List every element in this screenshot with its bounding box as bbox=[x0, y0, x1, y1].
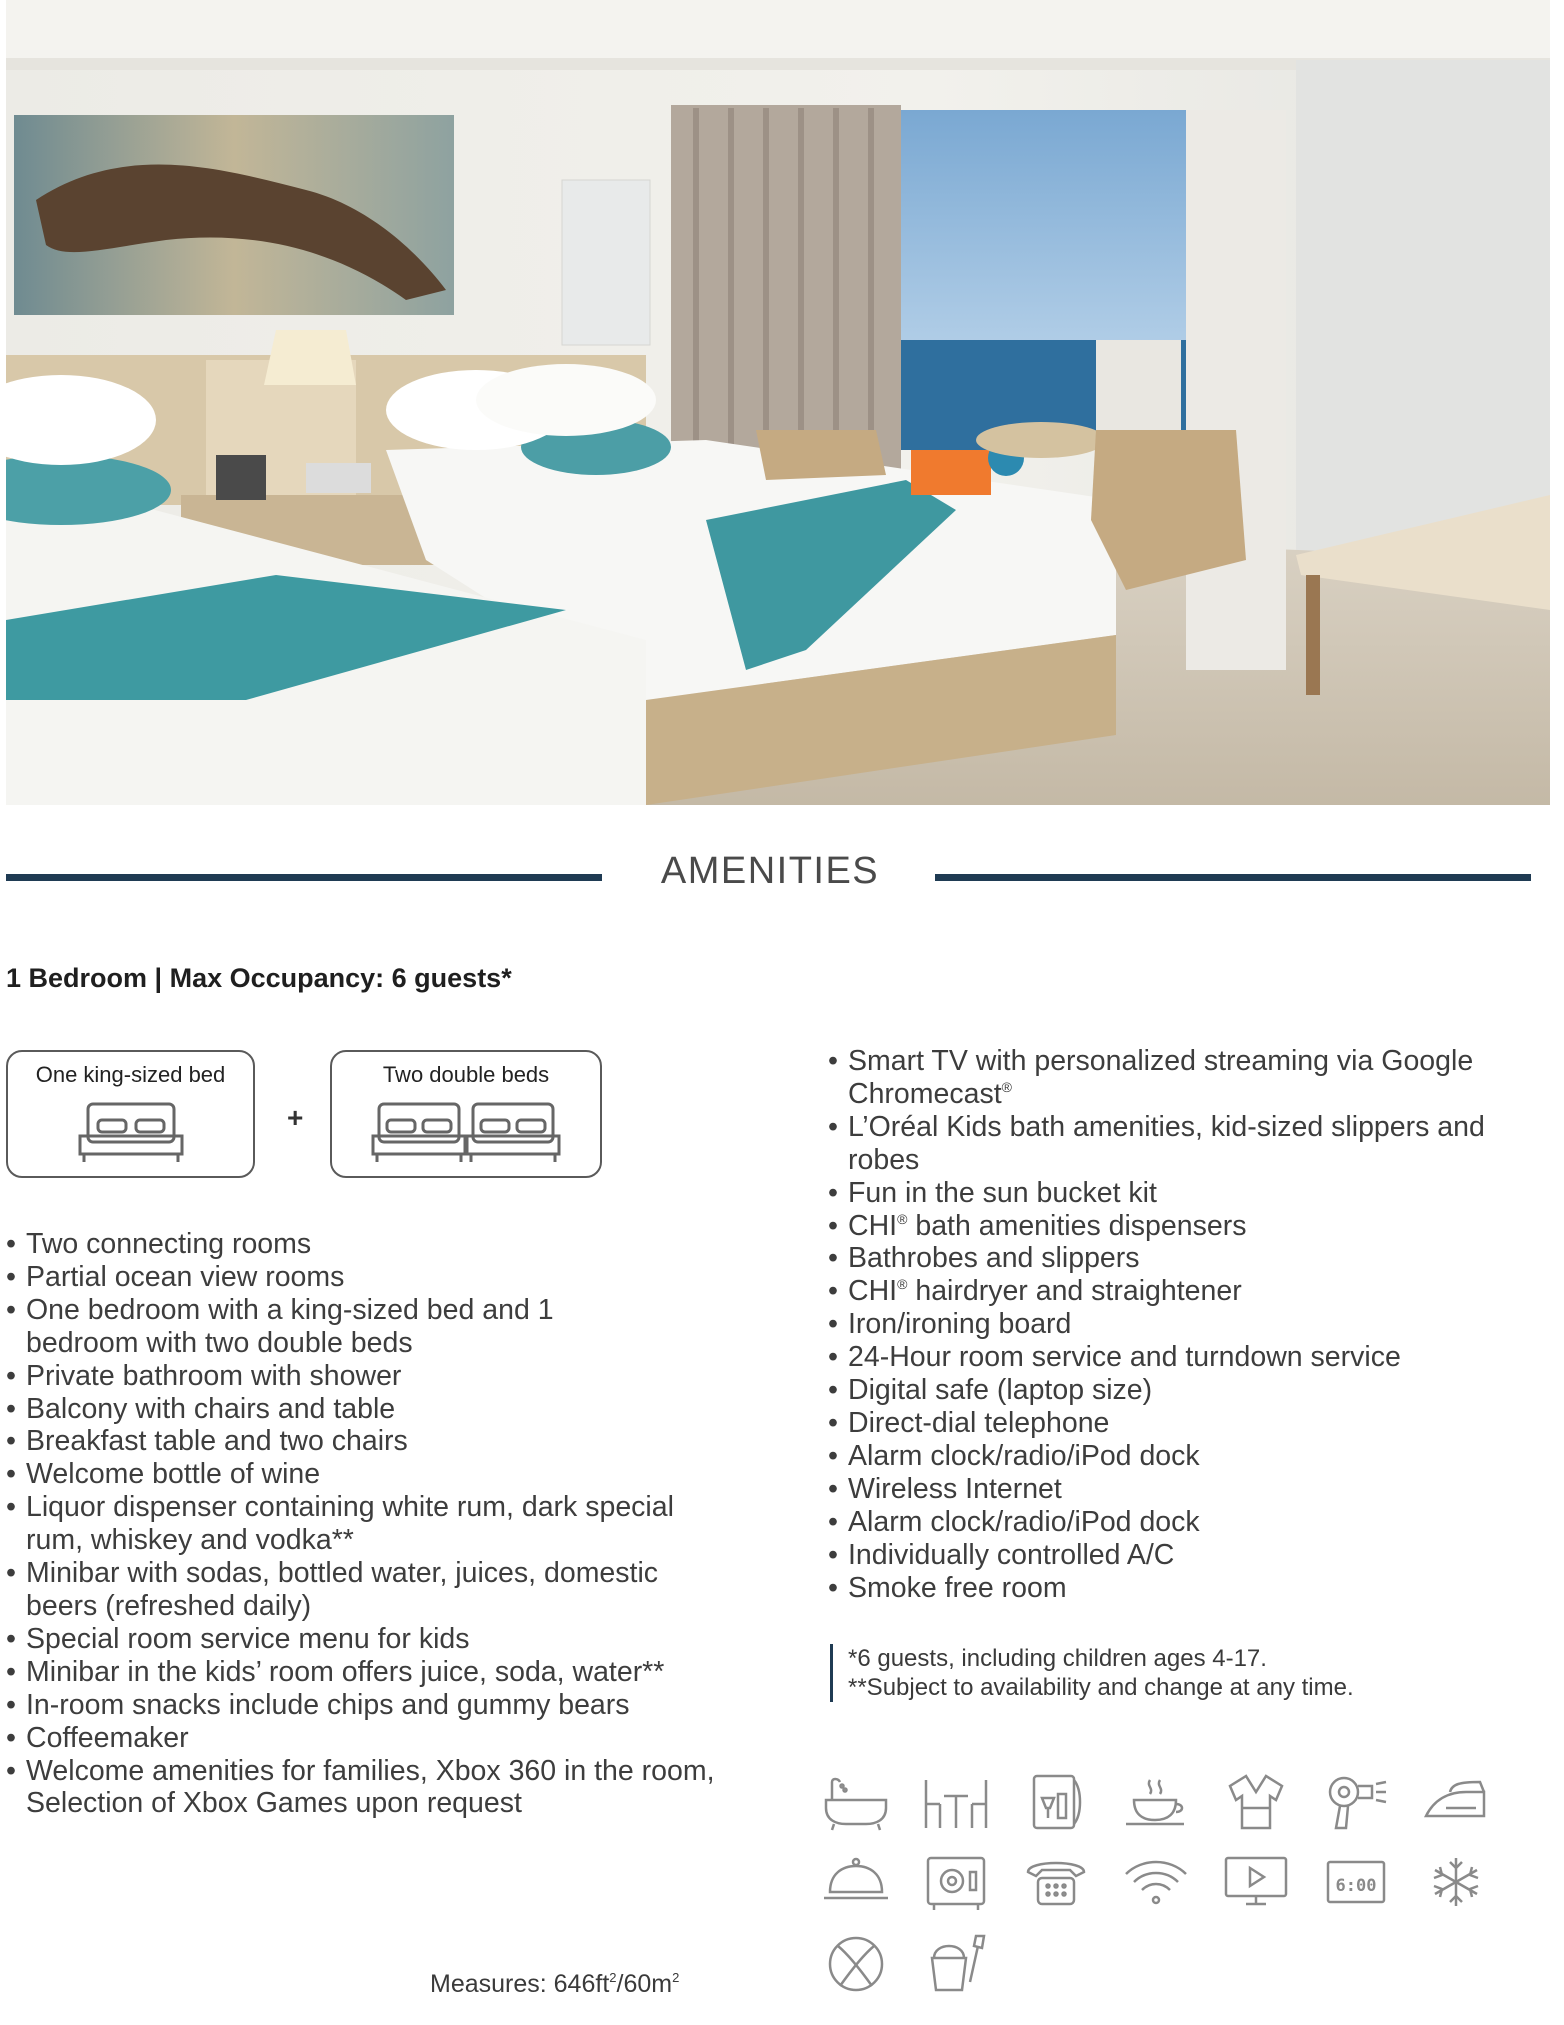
amenities-list-left bbox=[4, 1228, 744, 1820]
king-bed-icon bbox=[76, 1096, 186, 1166]
title-rule-left bbox=[6, 874, 602, 881]
safe-icon bbox=[920, 1850, 992, 1914]
room-service-icon bbox=[820, 1850, 892, 1914]
list-item: • Alarm clock/radio/iPod dock bbox=[826, 1440, 1546, 1473]
plus-sign: + bbox=[287, 1102, 304, 1133]
list-item: • Private bathroom with shower bbox=[4, 1360, 744, 1393]
footnote: *6 guests, including children ages 4-17. bbox=[848, 1645, 1267, 1672]
list-item: • One bedroom with a king-sized bed and 1 bedroom with two double beds bbox=[4, 1294, 666, 1360]
footnotes bbox=[830, 1644, 1354, 1702]
snowflake-icon bbox=[1420, 1850, 1492, 1914]
bathrobe-icon bbox=[1220, 1770, 1292, 1834]
list-item: • CHI® hairdryer and straightener bbox=[826, 1275, 1546, 1308]
smart-tv-icon bbox=[1220, 1850, 1292, 1914]
list-item: • Welcome amenities for families, Xbox 360 in the room, Selection of Xbox Games upon request bbox=[4, 1755, 736, 1821]
iron-icon bbox=[1420, 1770, 1492, 1834]
list-item: • Special room service menu for kids bbox=[4, 1623, 744, 1656]
wifi-icon bbox=[1120, 1850, 1192, 1914]
list-item: • Two connecting rooms bbox=[4, 1228, 744, 1261]
list-item: • Fun in the sun bucket kit bbox=[826, 1177, 1546, 1210]
alarm-clock-icon bbox=[1320, 1850, 1392, 1914]
list-item: • In-room snacks include chips and gummy bears bbox=[4, 1689, 744, 1722]
list-item: • Iron/ironing board bbox=[826, 1308, 1546, 1341]
list-item: • Direct-dial telephone bbox=[826, 1407, 1546, 1440]
list-item: • Individually controlled A/C bbox=[826, 1539, 1546, 1572]
double-beds-label: Two double beds bbox=[382, 1062, 550, 1087]
list-item: • Partial ocean view rooms bbox=[4, 1261, 744, 1294]
room-measures: Measures: $646ft^2/60m^2$ bbox=[430, 1970, 680, 1998]
breakfast-table-icon bbox=[920, 1770, 992, 1834]
amenities-list-right bbox=[826, 1045, 1546, 1604]
list-item: • Coffeemaker bbox=[4, 1722, 744, 1755]
list-item: • Digital safe (laptop size) bbox=[826, 1374, 1546, 1407]
title-rule-right bbox=[935, 874, 1531, 881]
section-title: AMENITIES bbox=[660, 850, 880, 892]
hotel-room-photo bbox=[6, 0, 1550, 805]
list-item: • Smoke free room bbox=[826, 1572, 1546, 1605]
list-item: • Smart TV with personalized streaming via Google Chromecast® bbox=[826, 1045, 1488, 1111]
double-beds-icon bbox=[371, 1096, 561, 1166]
xbox-icon bbox=[820, 1932, 892, 1996]
list-item: • Minibar with sodas, bottled water, juices, domestic beers (refreshed daily) bbox=[4, 1557, 666, 1623]
list-item: • Bathrobes and slippers bbox=[826, 1242, 1546, 1275]
list-item: • Minibar in the kids’ room offers juice, soda, water** bbox=[4, 1656, 686, 1689]
telephone-icon bbox=[1020, 1850, 1092, 1914]
king-bed-box bbox=[6, 1050, 255, 1178]
hairdryer-icon bbox=[1320, 1770, 1392, 1834]
svg-text:6:00: 6:00 bbox=[1335, 1876, 1377, 1896]
list-item: • CHI® bath amenities dispensers bbox=[826, 1210, 1546, 1243]
footnote: **Subject to availability and change at any time. bbox=[848, 1674, 1354, 1701]
list-item: • Balcony with chairs and table bbox=[4, 1393, 744, 1426]
list-item: • Alarm clock/radio/iPod dock bbox=[826, 1506, 1546, 1539]
coffee-cup-icon bbox=[1120, 1770, 1192, 1834]
minibar-icon bbox=[1020, 1770, 1092, 1834]
bathtub-icon bbox=[820, 1770, 892, 1834]
list-item: • Liquor dispenser containing white rum, dark special rum, whiskey and vodka** bbox=[4, 1491, 706, 1557]
list-item: • 24-Hour room service and turndown service bbox=[826, 1341, 1546, 1374]
king-bed-label: One king-sized bed bbox=[35, 1062, 226, 1087]
list-item: • Wireless Internet bbox=[826, 1473, 1546, 1506]
bucket-kit-icon bbox=[920, 1932, 992, 1996]
list-item: • L’Oréal Kids bath amenities, kid-sized slippers and robes bbox=[826, 1111, 1548, 1177]
list-item: • Breakfast table and two chairs bbox=[4, 1425, 744, 1458]
room-subtitle: 1 Bedroom | Max Occupancy: 6 guests* bbox=[6, 963, 512, 993]
list-item: • Welcome bottle of wine bbox=[4, 1458, 744, 1491]
double-beds-box bbox=[330, 1050, 602, 1178]
room-illustration bbox=[6, 0, 1550, 805]
